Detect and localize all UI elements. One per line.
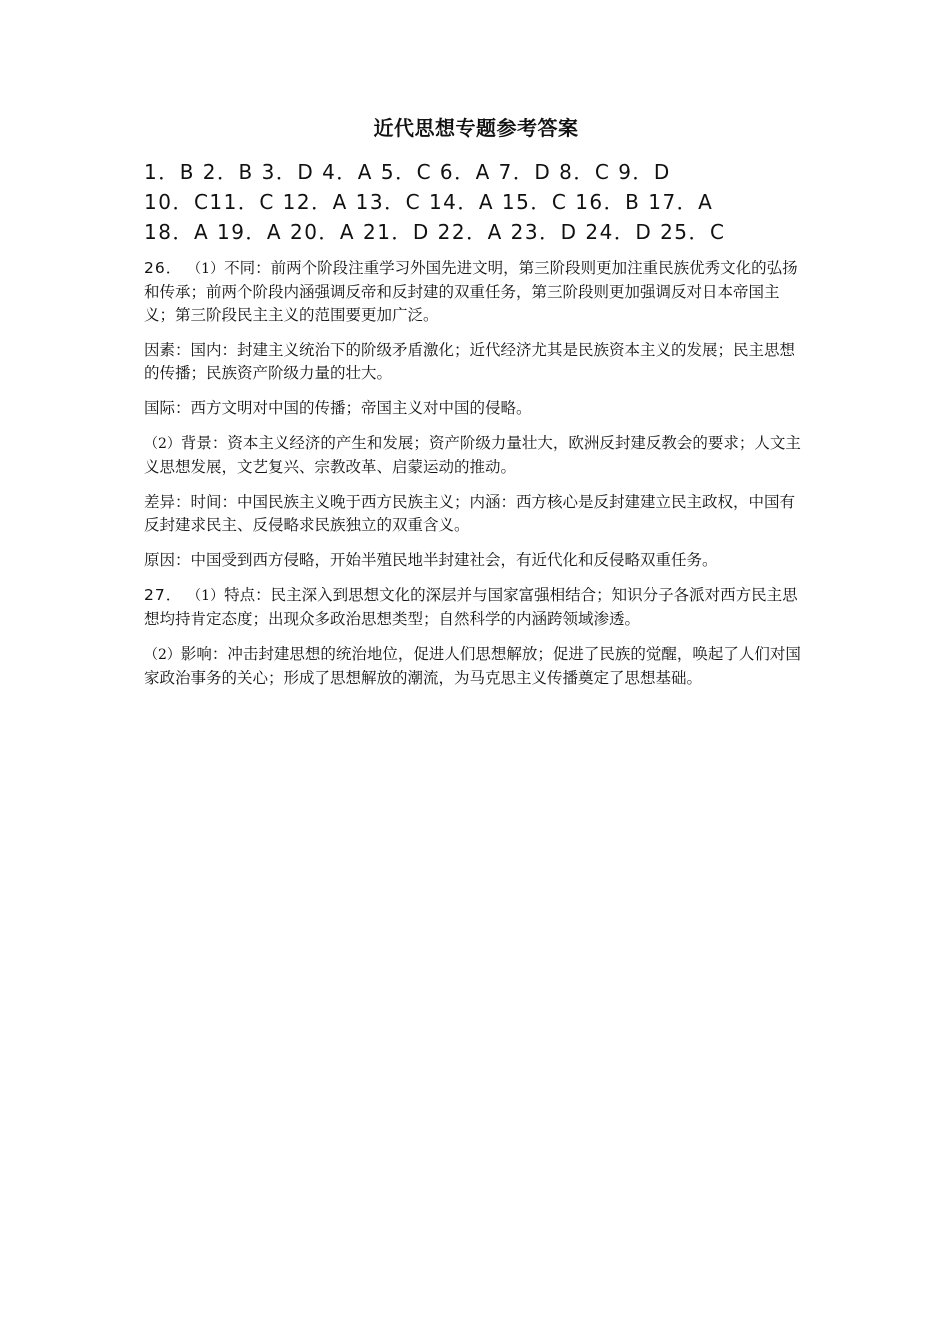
q26-factors-international: 国际：西方文明对中国的传播；帝国主义对中国的侵略。 — [144, 399, 532, 417]
q27-part2-impact — [144, 643, 808, 690]
q27-part1-text: 特点：民主深入到思想文化的深层并与国家富强相结合；知识分子各派对西方民主思想均持肯定态度；出现众多政治思想类型；自然科学的内涵跨领域渗透。 — [144, 586, 798, 628]
q27-part1-mark: （1） — [187, 588, 225, 604]
document-title: 近代思想专题参考答案 — [373, 116, 579, 140]
q26-reasons: 原因：中国受到西方侵略，开始半殖民地半封建社会，有近代化和反侵略双重任务。 — [144, 551, 718, 569]
q27-part2-text: 影响：冲击封建思想的统治地位，促进人们思想解放；促进了民族的觉醒，唤起了人们对国家政治事务的关心；形成了思想解放的潮流，为马克思主义传播奠定了思想基础。 — [144, 645, 801, 687]
q26-part1-difference — [144, 257, 808, 327]
choice-answers-line-3: 18．A 19．A 20．A 21．D 22．A 23．D 24．D 25．C — [144, 220, 726, 244]
q26-number: 26． — [144, 259, 183, 277]
q26-factors-domestic: 因素：国内：封建主义统治下的阶级矛盾激化；近代经济尤其是民族资本主义的发展；民主思想的传播；民族资产阶级力量的壮大。 — [144, 341, 796, 382]
q26-differences: 差异：时间：中国民族主义晚于西方民族主义；内涵：西方核心是反封建建立民主政权，中国有反封建求民主、反侵略求民族独立的双重含义。 — [144, 493, 796, 534]
q27-part2-mark: （2） — [144, 647, 181, 663]
q27-number: 27． — [144, 586, 183, 604]
choice-answers-line-2: 10．C11．C 12．A 13．C 14．A 15．C 16．B 17．A — [144, 190, 714, 214]
q26-part2-text: 背景：资本主义经济的产生和发展；资产阶级力量壮大，欧洲反封建反教会的要求；人文主义思想发展，文艺复兴、宗教改革、启蒙运动的推动。 — [144, 434, 801, 476]
q26-part2-background — [144, 432, 808, 479]
q26-part2-mark: （2） — [144, 436, 181, 452]
document-page — [144, 112, 808, 702]
q26-part1-text: 不同：前两个阶段注重学习外国先进文明，第三阶段则更加注重民族优秀文化的弘扬和传承；前两个阶段内涵强调反帝和反封建的双重任务，第三阶段则更加强调反对日本帝国主义；第三阶段民主主义的范围要更加广泛。 — [144, 259, 798, 324]
choice-answers-line-1: 1．B 2．B 3．D 4．A 5．C 6．A 7．D 8．C 9．D — [144, 160, 671, 184]
q26-part1-mark: （1） — [187, 261, 225, 277]
multiple-choice-answers — [144, 157, 808, 247]
q27-part1-features — [144, 584, 808, 631]
